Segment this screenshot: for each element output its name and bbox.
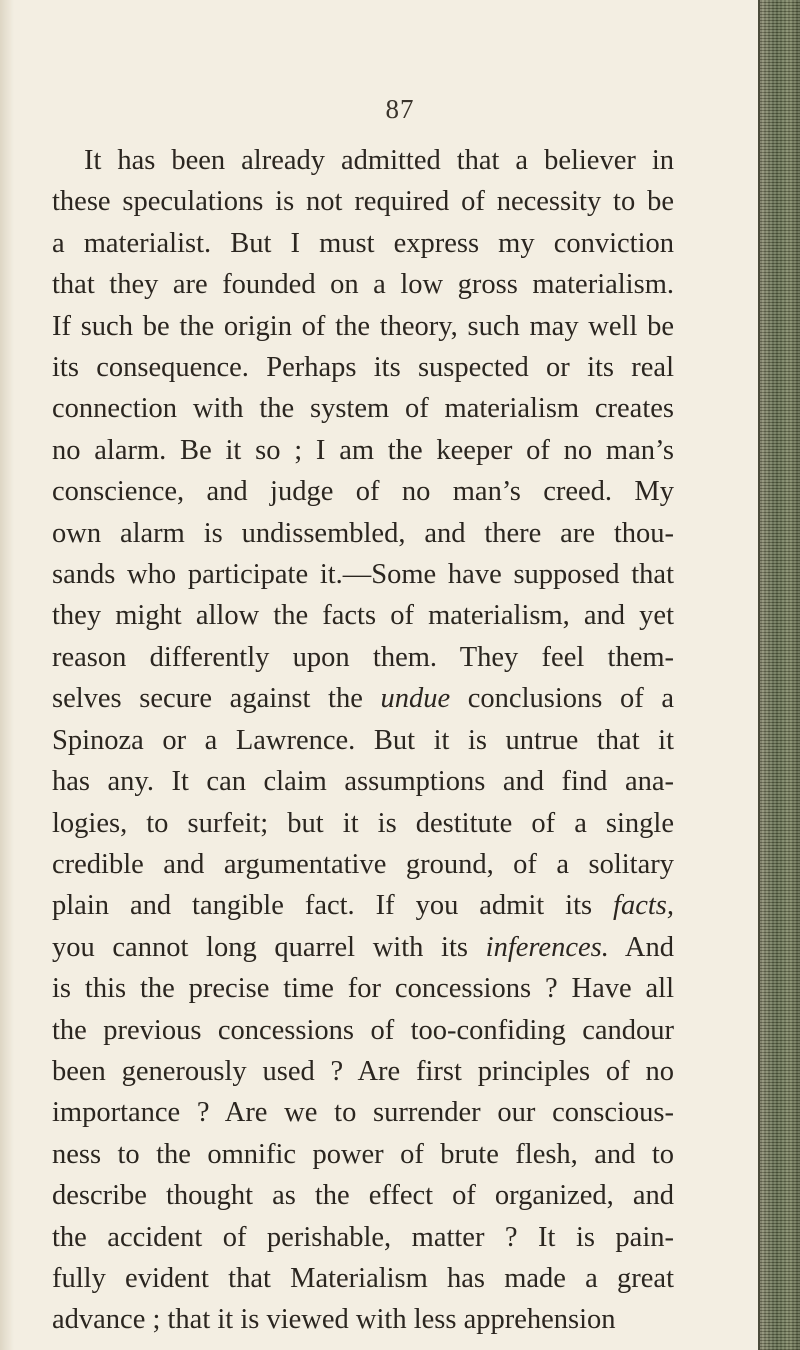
text-line: [52, 885, 674, 926]
text-line: importance ? Are we to surrender our conscious-: [52, 1097, 674, 1129]
text-line: fully evident that Materialism has made a great: [52, 1262, 674, 1294]
text-line: It has been already admitted that a believer in: [84, 145, 674, 176]
text-line: logies, to surfeit; but it is destitute of a single: [52, 807, 674, 839]
text-line: [52, 678, 674, 719]
text-line: [52, 927, 674, 968]
page-number: 87: [385, 94, 415, 124]
body-text: [52, 140, 674, 1341]
text-line: advance ; that it is viewed with less apprehension: [52, 1304, 616, 1336]
text-line: they might allow the facts of materialism, and yet: [52, 600, 674, 632]
text-line: If such be the origin of the theory, such may well be: [52, 310, 674, 342]
text-line: has any. It can claim assumptions and find ana-: [52, 766, 674, 798]
text-line: been generously used ? Are first principles of no: [52, 1055, 674, 1087]
text-line: that they are founded on a low gross materialism.: [52, 269, 674, 301]
text-line: the previous concessions of too-confiding candour: [52, 1014, 674, 1046]
text-line: credible and argumentative ground, of a solitary: [52, 848, 674, 880]
text-line: the accident of perishable, matter ? It is pain-: [52, 1221, 674, 1253]
italic-word: facts,: [613, 890, 674, 922]
text-line: Spinoza or a Lawrence. But it is untrue that it: [52, 724, 674, 756]
italic-word: inferences.: [485, 931, 609, 963]
text-line: sands who participate it.—Some have supposed that: [52, 559, 674, 591]
text-line: ness to the omnific power of brute flesh, and to: [52, 1138, 674, 1170]
book-edge: [758, 0, 800, 1350]
text-line: own alarm is undissembled, and there are thou-: [52, 517, 674, 549]
text-line: describe thought as the effect of organized, and: [52, 1180, 674, 1212]
text-segment: conclusions of a: [450, 683, 674, 715]
text-line: its consequence. Perhaps its suspected or its real: [52, 352, 674, 384]
text-line: a materialist. But I must express my conviction: [52, 227, 674, 259]
text-line: conscience, and judge of no man’s creed. My: [52, 476, 674, 508]
text-segment: you cannot long quarrel with its: [52, 931, 468, 963]
text-line: reason differently upon them. They feel them-: [52, 641, 674, 673]
text-segment: And: [608, 931, 675, 963]
text-line: no alarm. Be it so ; I am the keeper of no man’s: [52, 434, 674, 466]
italic-word: undue: [380, 683, 451, 715]
spine-shadow: [0, 0, 14, 1350]
text-segment: selves secure against the: [52, 683, 381, 715]
text-line: is this the precise time for concessions ? Have all: [52, 973, 674, 1005]
text-segment: plain and tangible fact. If you admit its: [52, 890, 593, 922]
text-line: connection with the system of materialism creates: [52, 393, 674, 425]
text-line: these speculations is not required of necessity to be: [52, 186, 674, 218]
